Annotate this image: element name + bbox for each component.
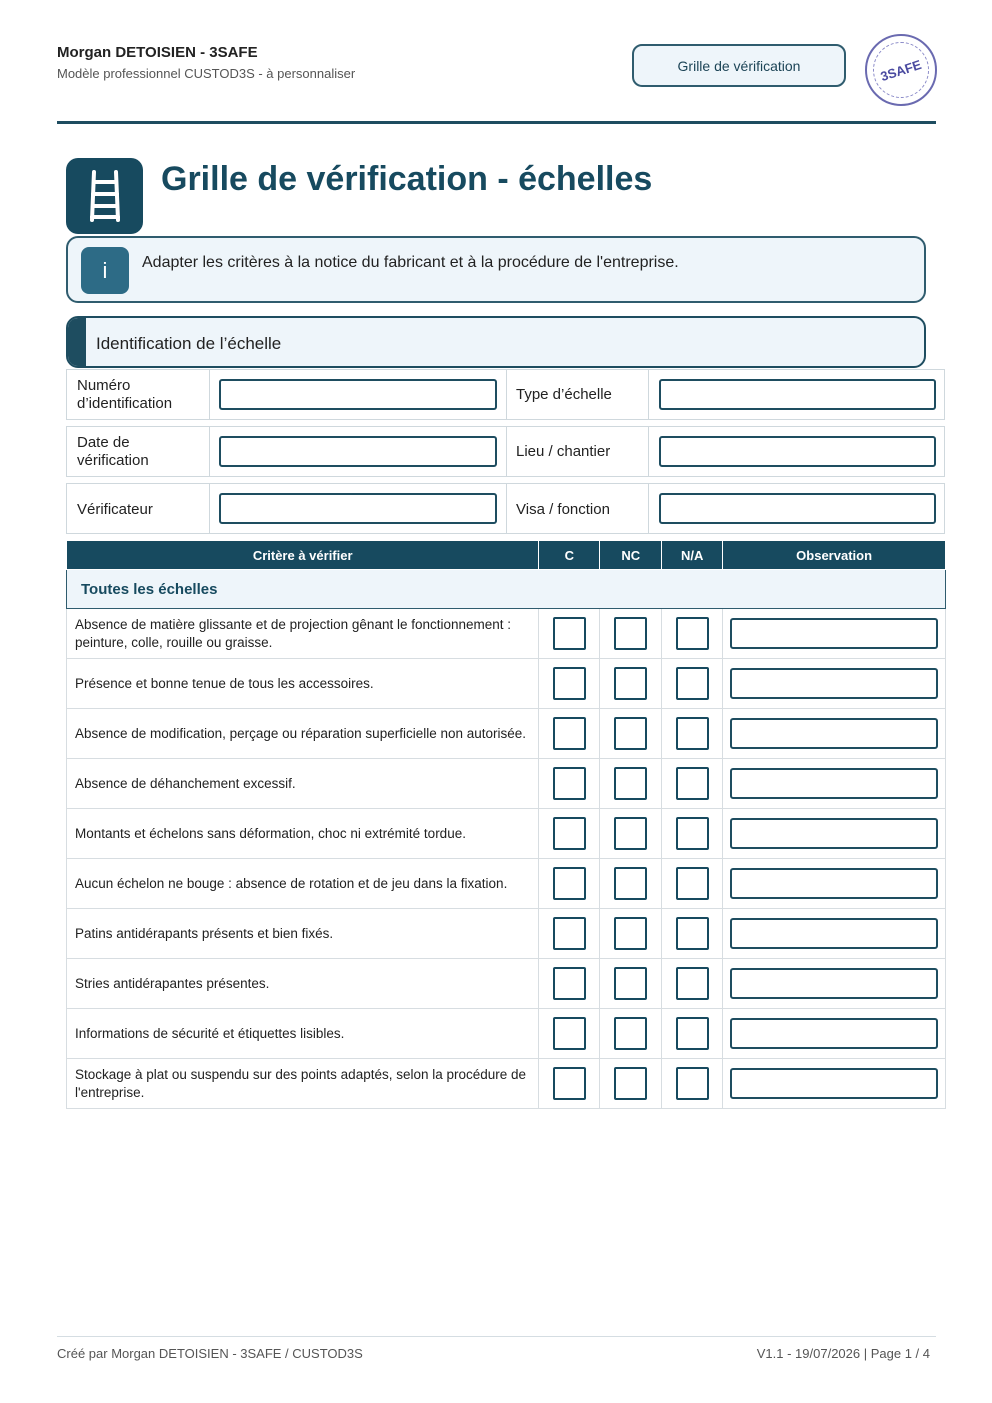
checkbox-nc[interactable]	[614, 967, 647, 1000]
info-icon: i	[81, 247, 129, 294]
criterion-text: Absence de modification, perçage ou réparation superficielle non autorisée.	[67, 709, 539, 759]
table-row	[67, 859, 946, 909]
visa-label: Visa / fonction	[516, 501, 610, 518]
doc-type-badge: Grille de vérification	[632, 44, 846, 87]
info-notice	[66, 236, 926, 303]
author-name: Morgan DETOISIEN - 3SAFE	[57, 44, 258, 61]
identification-section-header	[66, 316, 926, 368]
criteria-table	[66, 540, 946, 1109]
checkbox-nc[interactable]	[614, 1017, 647, 1050]
observation-field[interactable]	[730, 718, 938, 749]
checkbox-c[interactable]	[553, 917, 586, 950]
table-row	[67, 759, 946, 809]
criterion-text: Informations de sécurité et étiquettes lisibles.	[67, 1009, 539, 1059]
table-row	[67, 959, 946, 1009]
id-number-label: Numéro d’identification	[77, 377, 173, 412]
checkbox-na[interactable]	[676, 717, 709, 750]
observation-field[interactable]	[730, 818, 938, 849]
group-label: Toutes les échelles	[67, 570, 946, 609]
site-field[interactable]	[659, 436, 936, 467]
checkbox-nc[interactable]	[614, 1067, 647, 1100]
table-row	[67, 659, 946, 709]
table-header-row	[67, 541, 946, 570]
checkbox-na[interactable]	[676, 917, 709, 950]
verifier-label: Vérificateur	[77, 501, 153, 518]
id-number-field[interactable]	[219, 379, 497, 410]
checkbox-nc[interactable]	[614, 817, 647, 850]
criterion-text: Stockage à plat ou suspendu sur des points adaptés, selon la procédure de l'entreprise.	[67, 1059, 539, 1109]
table-row	[67, 909, 946, 959]
checkbox-c[interactable]	[553, 617, 586, 650]
checkbox-na[interactable]	[676, 1067, 709, 1100]
criterion-text: Montants et échelons sans déformation, choc ni extrémité tordue.	[67, 809, 539, 859]
page-header	[57, 42, 937, 112]
verification-date-field[interactable]	[219, 436, 497, 467]
table-row	[67, 809, 946, 859]
ladder-icon	[66, 158, 143, 234]
checkbox-na[interactable]	[676, 1017, 709, 1050]
info-text: Adapter les critères à la notice du fabricant et à la procédure de l'entreprise.	[142, 254, 679, 271]
checkbox-na[interactable]	[676, 767, 709, 800]
visa-field[interactable]	[659, 493, 936, 524]
checkbox-na[interactable]	[676, 867, 709, 900]
site-label: Lieu / chantier	[516, 443, 611, 460]
checkbox-nc[interactable]	[614, 667, 647, 700]
table-row	[67, 609, 946, 659]
ladder-type-field[interactable]	[659, 379, 936, 410]
checkbox-nc[interactable]	[614, 917, 647, 950]
criterion-text: Absence de déhanchement excessif.	[67, 759, 539, 809]
checkbox-c[interactable]	[553, 1017, 586, 1050]
observation-field[interactable]	[730, 618, 938, 649]
checkbox-nc[interactable]	[614, 867, 647, 900]
id-row	[66, 426, 945, 477]
id-row	[66, 483, 945, 534]
observation-field[interactable]	[730, 1018, 938, 1049]
checkbox-na[interactable]	[676, 667, 709, 700]
company-stamp-logo	[865, 34, 937, 106]
checkbox-nc[interactable]	[614, 617, 647, 650]
checkbox-c[interactable]	[553, 767, 586, 800]
group-row	[67, 570, 946, 609]
verifier-field[interactable]	[219, 493, 497, 524]
criterion-text: Présence et bonne tenue de tous les accessoires.	[67, 659, 539, 709]
header-divider	[57, 121, 936, 124]
header-subtitle: Modèle professionnel CUSTOD3S - à personnaliser	[57, 66, 356, 81]
header-c: C	[539, 541, 600, 570]
stamp-text: 3SAFE	[878, 56, 924, 84]
checkbox-nc[interactable]	[614, 717, 647, 750]
checkbox-nc[interactable]	[614, 767, 647, 800]
verification-date-label: Date de vérification	[77, 434, 149, 469]
table-row	[67, 1009, 946, 1059]
id-row	[66, 369, 945, 420]
observation-field[interactable]	[730, 668, 938, 699]
observation-field[interactable]	[730, 968, 938, 999]
footer-divider	[57, 1336, 936, 1337]
footer-credit: Créé par Morgan DETOISIEN - 3SAFE / CUSTOD3S	[57, 1346, 363, 1361]
ladder-type-label: Type d’échelle	[516, 386, 612, 403]
checkbox-c[interactable]	[553, 867, 586, 900]
checkbox-c[interactable]	[553, 1067, 586, 1100]
checkbox-c[interactable]	[553, 817, 586, 850]
checkbox-na[interactable]	[676, 617, 709, 650]
header-na: N/A	[662, 541, 723, 570]
criterion-text: Absence de matière glissante et de projection gênant le fonctionnement : peinture, colle, rouille ou graisse.	[67, 609, 539, 659]
observation-field[interactable]	[730, 768, 938, 799]
header-criterion: Critère à vérifier	[67, 541, 539, 570]
table-row	[67, 1059, 946, 1109]
criterion-text: Aucun échelon ne bouge : absence de rotation et de jeu dans la fixation.	[67, 859, 539, 909]
section-title: Identification de l’échelle	[96, 334, 282, 353]
checkbox-c[interactable]	[553, 717, 586, 750]
checkbox-c[interactable]	[553, 667, 586, 700]
page-title: Grille de vérification - échelles	[161, 160, 653, 198]
criterion-text: Patins antidérapants présents et bien fixés.	[67, 909, 539, 959]
footer-version-page: V1.1 - 19/07/2026 | Page 1 / 4	[756, 1346, 930, 1361]
checkbox-c[interactable]	[553, 967, 586, 1000]
table-row	[67, 709, 946, 759]
checkbox-na[interactable]	[676, 817, 709, 850]
criterion-text: Stries antidérapantes présentes.	[67, 959, 539, 1009]
observation-field[interactable]	[730, 868, 938, 899]
header-nc: NC	[600, 541, 662, 570]
observation-field[interactable]	[730, 918, 938, 949]
observation-field[interactable]	[730, 1068, 938, 1099]
checkbox-na[interactable]	[676, 967, 709, 1000]
header-observation: Observation	[723, 541, 946, 570]
